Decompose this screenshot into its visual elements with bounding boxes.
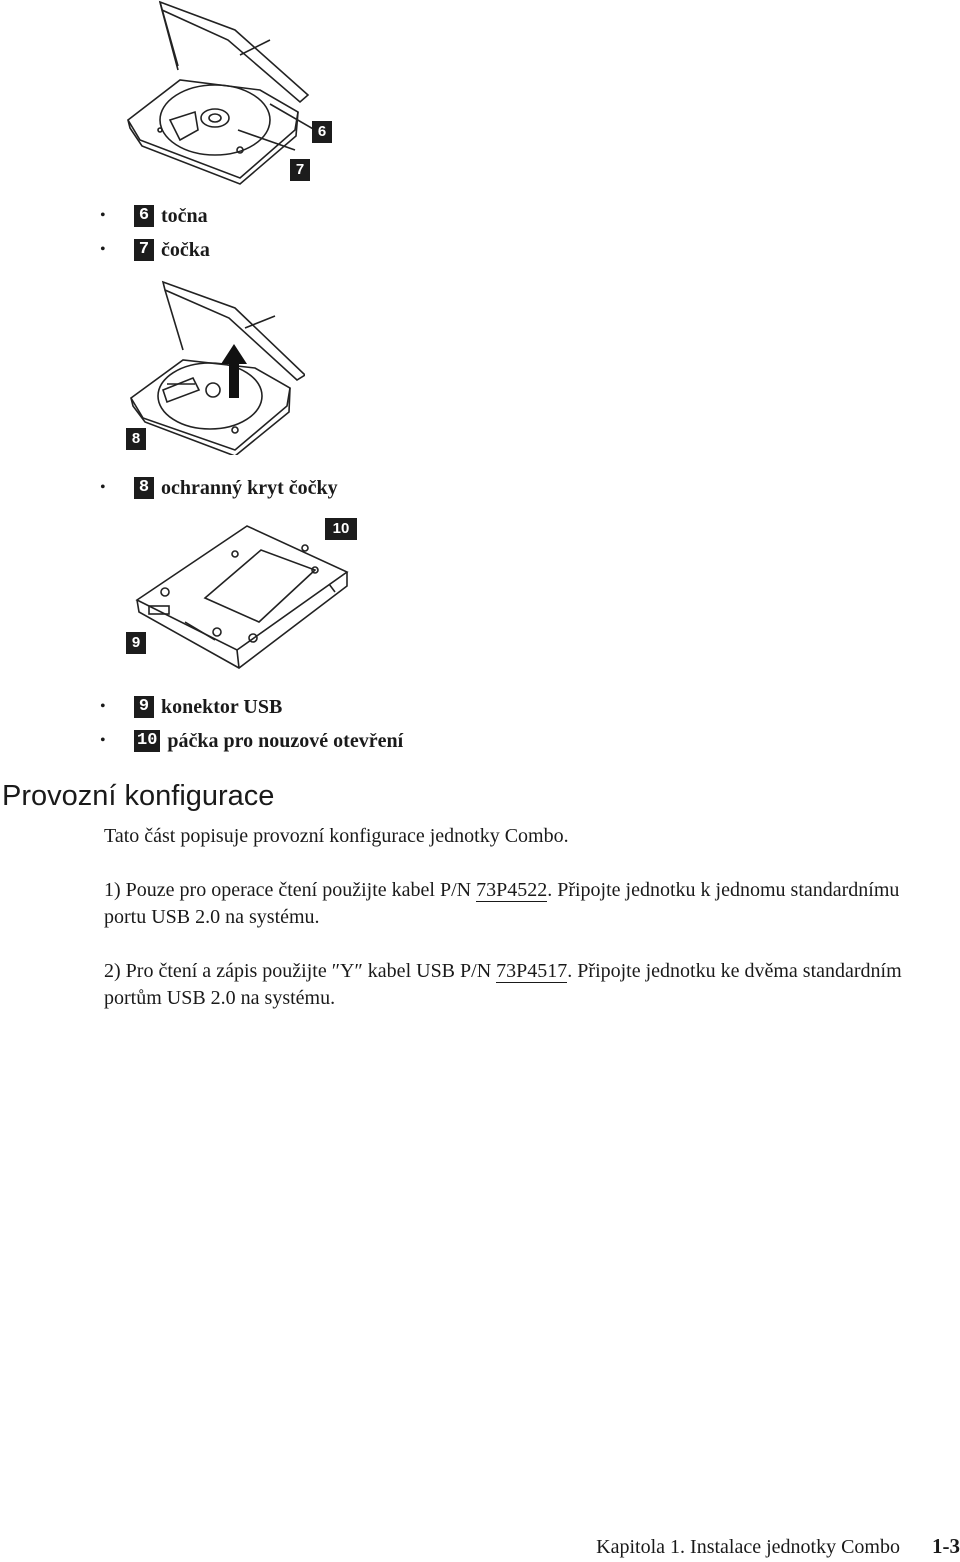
bullet-icon: • — [100, 479, 106, 496]
figure-drive-open-turntable — [120, 0, 340, 185]
callout-10: 10 — [325, 518, 357, 540]
list-item-text: točna — [161, 204, 208, 227]
list-item — [100, 237, 210, 263]
paragraph-text: . Připojte jednotku k jednomu standardnímu portu USB 2.0 na systému. — [104, 879, 900, 928]
callout-badge: 6 — [134, 205, 154, 227]
paragraph-read-write — [104, 958, 924, 1012]
bullet-icon: • — [100, 207, 106, 224]
callout-badge: 10 — [134, 730, 160, 752]
list-item — [100, 475, 338, 501]
drive-open-illustration — [120, 0, 340, 185]
paragraph-text: . Připojte jednotku ke dvěma standardním portům USB 2.0 na systému. — [104, 960, 902, 1009]
list-item-text: konektor USB — [161, 695, 283, 718]
drive-lens-cover-illustration — [125, 280, 305, 455]
bullet-icon: • — [100, 241, 106, 258]
callout-6: 6 — [312, 121, 332, 143]
list-item-text: páčka pro nouzové otevření — [167, 729, 404, 752]
list-item-text: ochranný kryt čočky — [161, 476, 338, 499]
paragraph-text: 2) Pro čtení a zápis použijte ″Y″ kabel USB P/N — [104, 960, 497, 982]
figure-lens-cover — [125, 280, 305, 455]
callout-badge: 7 — [134, 239, 154, 261]
paragraph-text: 1) Pouze pro operace čtení použijte kabel P/N — [104, 879, 477, 901]
part-number: 73P4517 — [496, 960, 568, 982]
paragraph-read-only — [104, 877, 924, 931]
callout-badge: 8 — [134, 477, 154, 499]
page-footer — [596, 1534, 960, 1559]
callout-7: 7 — [290, 159, 310, 181]
callout-9: 9 — [126, 632, 146, 654]
drive-closed-illustration — [135, 520, 355, 675]
footer-chapter: Kapitola 1. Instalace jednotky Combo — [596, 1536, 900, 1558]
intro-paragraph: Tato část popisuje provozní konfigurace jednotky Combo. — [104, 825, 569, 847]
list-item — [100, 694, 282, 720]
bullet-icon: • — [100, 698, 106, 715]
list-item — [100, 728, 403, 754]
list-item-text: čočka — [161, 238, 210, 261]
page-number: 1-3 — [932, 1534, 960, 1558]
callout-8: 8 — [126, 428, 146, 450]
callout-badge: 9 — [134, 696, 154, 718]
figure-drive-closed — [135, 520, 355, 675]
section-heading: Provozní konfigurace — [2, 780, 275, 812]
list-item — [100, 203, 208, 229]
part-number: 73P4522 — [476, 879, 548, 901]
bullet-icon: • — [100, 732, 106, 749]
